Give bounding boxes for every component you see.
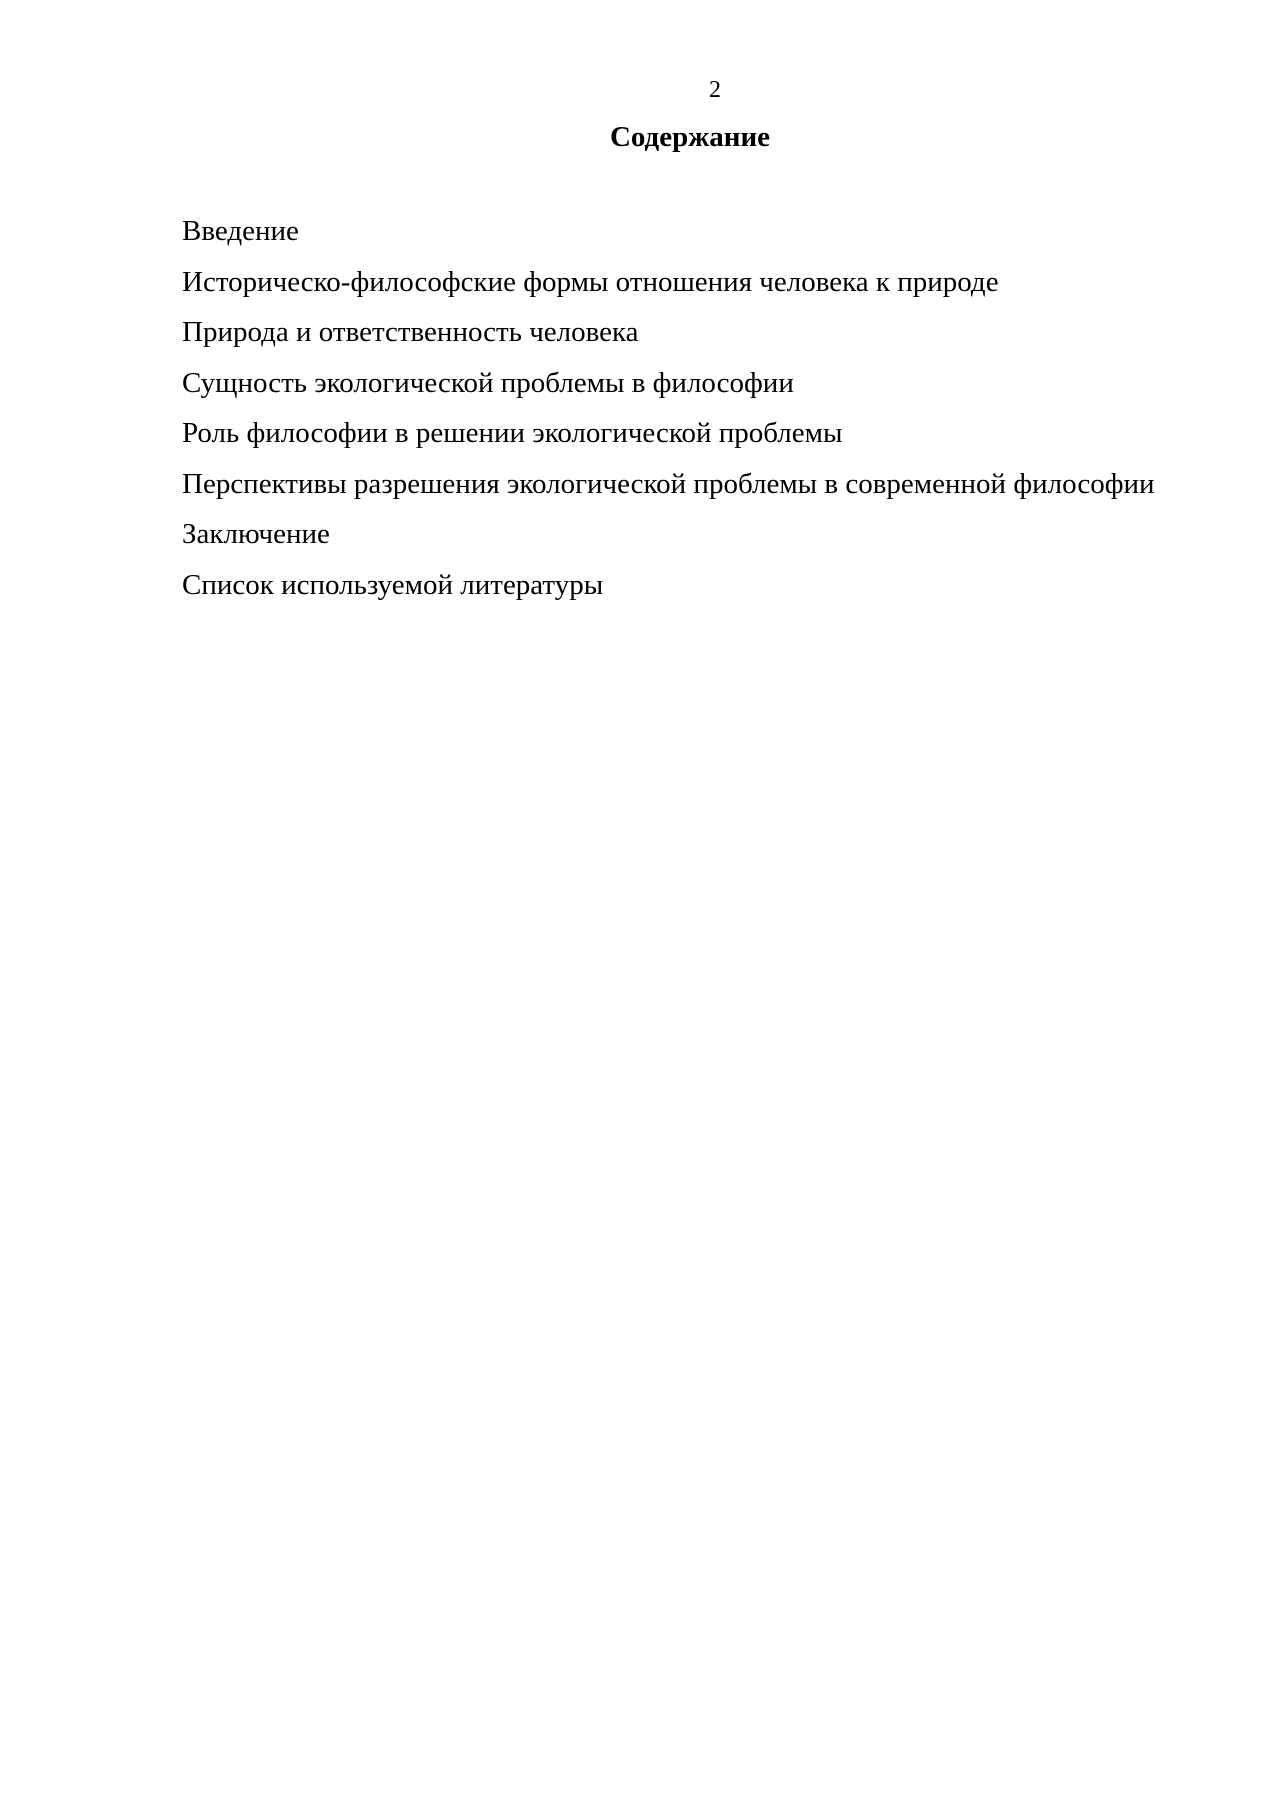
toc-item-ecological-problem-essence: Сущность экологической проблемы в философии [182, 366, 794, 399]
toc-item-historical-forms: Историческо-философские формы отношения человека к природе [182, 265, 999, 298]
toc-item-nature-responsibility: Природа и ответственность человека [182, 316, 639, 348]
toc-item-conclusion: Заключение [182, 518, 330, 550]
toc-item-resolution-perspectives: Перспективы разрешения экологической проблемы в современной философии [182, 467, 1155, 500]
toc-item-philosophy-role: Роль философии в решении экологической проблемы [182, 417, 843, 449]
page-number: 2 [709, 77, 721, 103]
toc-title: Содержание [609, 121, 771, 153]
toc-item-references: Список используемой литературы [182, 568, 604, 601]
toc-item-introduction: Введение [182, 215, 299, 247]
table-of-contents [182, 206, 1192, 610]
